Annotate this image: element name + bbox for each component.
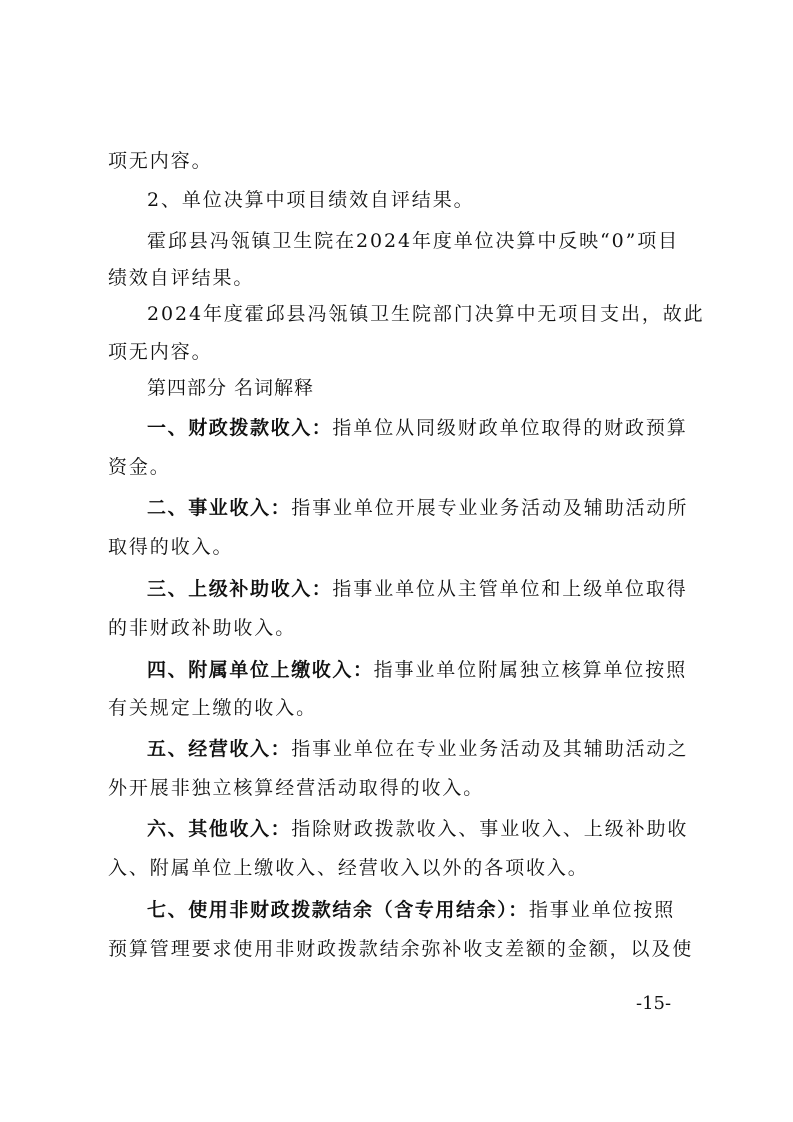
text-line: [0, 614, 793, 642]
definition-line: [0, 656, 793, 684]
definition-term: 五、经营收入：: [147, 738, 292, 760]
text-line: [0, 300, 793, 328]
definition-term: 三、上级补助收入：: [147, 578, 333, 600]
line-text: 有关规定上缴的收入。: [108, 697, 318, 719]
text-line: [0, 453, 793, 481]
text-line: [0, 186, 793, 214]
heading-text: 第四部分 名词解释: [147, 377, 315, 399]
line-text: 2024年度霍邱县冯瓴镇卫生院部门决算中无项目支出，故此: [147, 303, 705, 325]
line-text: 入、附属单位上缴收入、经营收入以外的各项收入。: [108, 857, 589, 879]
text-line: [0, 854, 793, 882]
section-heading: [0, 374, 793, 402]
text-line: [0, 935, 793, 963]
definition-term: 七、使用非财政拨款结余（含专用结余）：: [147, 899, 529, 921]
line-text: 的非财政补助收入。: [108, 617, 297, 639]
page-number: -15-: [636, 993, 672, 1014]
text-line: [0, 694, 793, 722]
definition-text: 指事业单位按照: [528, 899, 676, 921]
line-text: 资金。: [108, 456, 171, 478]
definition-line: [0, 735, 793, 763]
definition-text: 指事业单位在专业业务活动及其辅助活动之: [291, 738, 689, 760]
definition-term: 四、附属单位上缴收入：: [147, 659, 374, 681]
line-text: 霍邱县冯瓴镇卫生院在2024年度单位决算中反映“0”项目: [147, 230, 680, 252]
definition-line: [0, 815, 793, 843]
line-text: 预算管理要求使用非财政拨款结余弥补收支差额的金额，以及使: [108, 938, 694, 960]
text-line: [0, 227, 793, 255]
definition-line: [0, 494, 793, 522]
definition-text: 指事业单位附属独立核算单位按照: [373, 659, 688, 681]
text-line: [0, 147, 793, 175]
line-text: 2、单位决算中项目绩效自评结果。: [147, 189, 475, 211]
definition-term: 六、其他收入：: [147, 818, 292, 840]
line-text: 绩效自评结果。: [108, 267, 255, 289]
line-text: 取得的收入。: [108, 536, 234, 558]
definition-term: 二、事业收入：: [147, 497, 292, 519]
text-line: [0, 338, 793, 366]
definition-line: [0, 896, 793, 924]
definition-text: 指事业单位开展专业业务活动及辅助活动所: [291, 497, 689, 519]
definition-line: [0, 575, 793, 603]
definition-text: 指单位从同级财政单位取得的财政预算: [332, 417, 688, 439]
definition-text: 指事业单位从主管单位和上级单位取得: [332, 578, 688, 600]
text-line: [0, 774, 793, 802]
text-line: [0, 264, 793, 292]
line-text: 外开展非独立核算经营活动取得的收入。: [108, 777, 485, 799]
text-line: [0, 533, 793, 561]
line-text: 项无内容。: [108, 341, 213, 363]
definition-text: 指除财政拨款收入、事业收入、上级补助收: [291, 818, 689, 840]
definition-line: [0, 414, 793, 442]
line-text: 项无内容。: [108, 150, 213, 172]
definition-term: 一、财政拨款收入：: [147, 417, 333, 439]
